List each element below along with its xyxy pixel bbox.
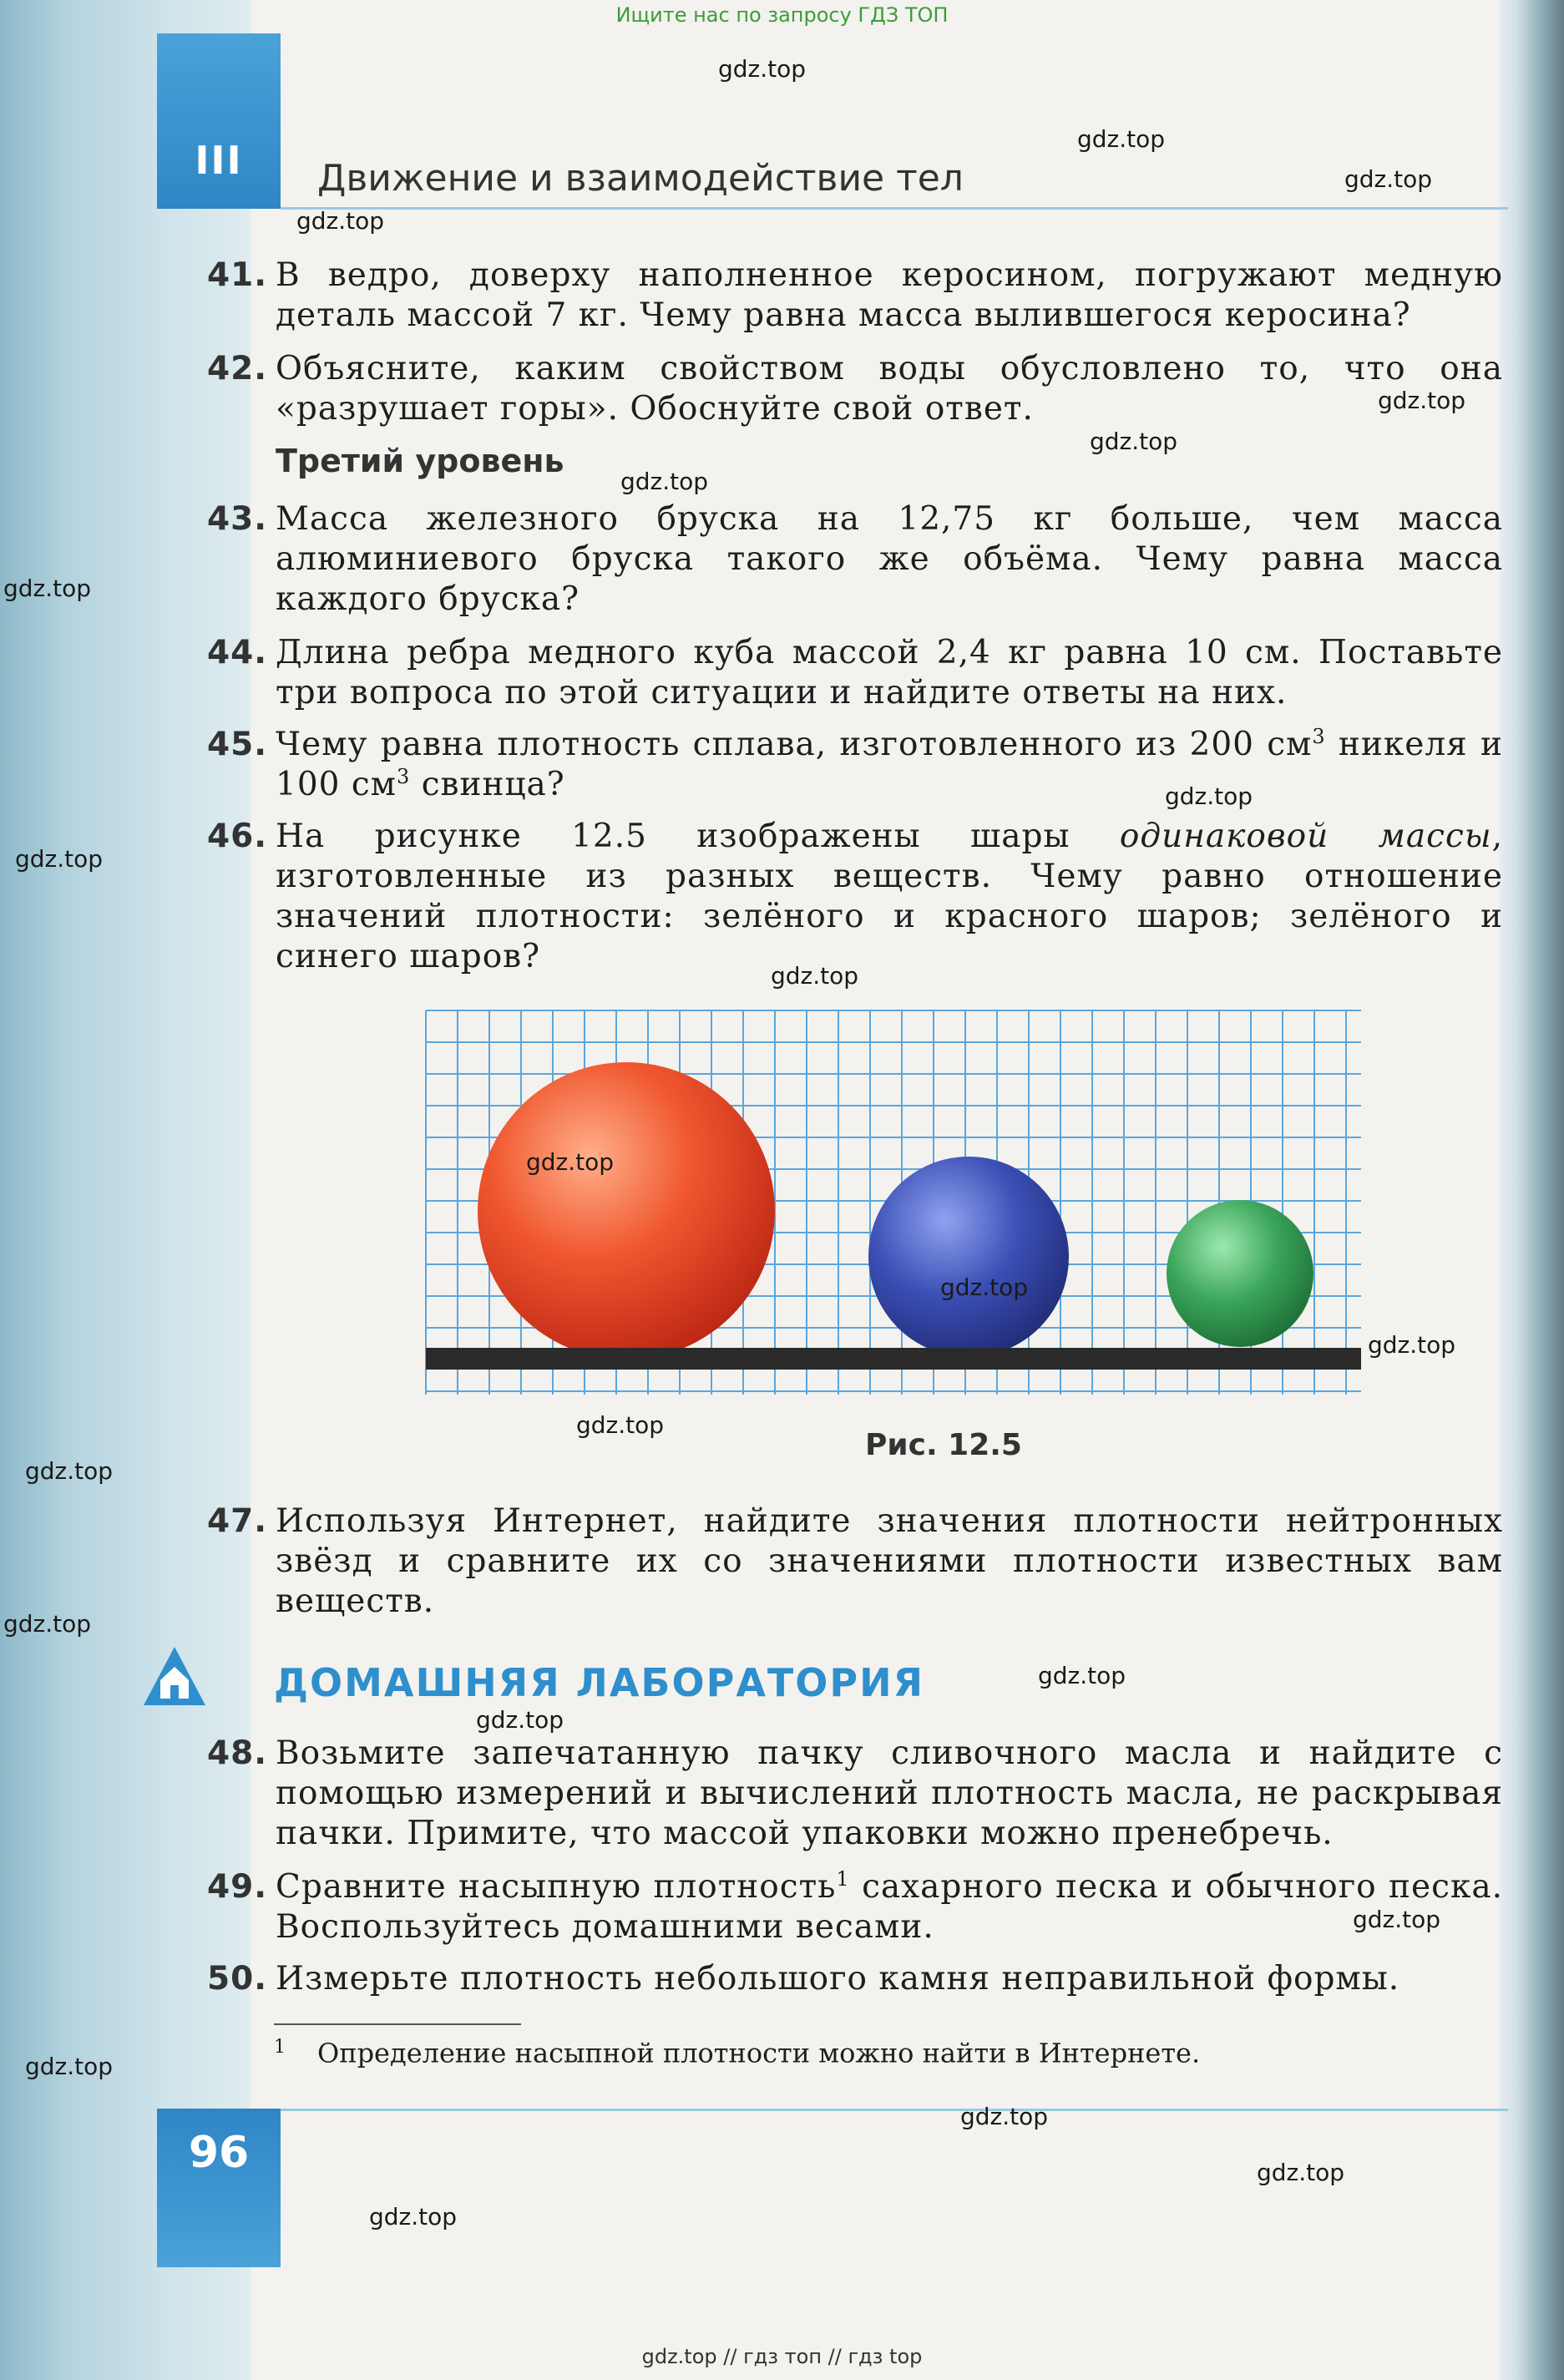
problem-text: Возьмите запечатанную пачку сливочного масла и найдите с помощью измерений и вычислений плотность масла, не раскрывая пачки. Примите, что массой упаковки можно пренебречь. [276, 1734, 1503, 1852]
problem-text: Длина ребра медного куба массой 2,4 кг равна 10 см. Поставьте три вопроса по этой ситуации и найдите ответы на них. [276, 634, 1503, 711]
section-heading-third-level: Третий уровень [276, 443, 564, 479]
bottom-note: gdz.top // гдз топ // гдз top [641, 2345, 923, 2368]
watermark: gdz.top [940, 1274, 1029, 1301]
problem-45 [207, 725, 1504, 805]
watermark: gdz.top [1038, 1662, 1126, 1689]
footnote-mark: 1 [836, 1867, 850, 1891]
problem-number: 43. [207, 500, 268, 538]
floor-bar [426, 1348, 1361, 1370]
problem-italic: одинаковой массы [1119, 818, 1492, 855]
problem-text: Используя Интернет, найдите значения плотности нейтронных звёзд и сравните их со значениями плотности известных вам веществ. [276, 1502, 1503, 1620]
watermark: gdz.top [960, 2103, 1049, 2130]
problem-text-b: никеля и 100 см [276, 726, 1504, 803]
top-search-note[interactable]: Ищите нас по запросу ГДЗ ТОП [615, 3, 949, 27]
spine-shadow [1516, 0, 1564, 2380]
watermark: gdz.top [1378, 387, 1466, 414]
problem-49 [207, 1867, 1503, 1947]
watermark: gdz.top [1368, 1331, 1456, 1359]
red-ball [478, 1062, 775, 1360]
watermark: gdz.top [1077, 125, 1166, 153]
problem-text-c: свинца? [410, 766, 565, 803]
watermark: gdz.top [1353, 1906, 1441, 1933]
figure-caption: Рис. 12.5 [865, 1428, 1022, 1462]
superscript: 3 [397, 765, 411, 788]
watermark: gdz.top [1165, 782, 1253, 810]
problem-41 [207, 256, 1503, 336]
watermark: gdz.top [526, 1148, 615, 1176]
problem-number: 48. [207, 1734, 268, 1772]
problem-number: 44. [207, 634, 268, 671]
watermark: gdz.top [771, 962, 859, 990]
watermark: gdz.top [1090, 428, 1178, 455]
watermark: gdz.top [3, 575, 92, 602]
problem-50 [207, 1959, 1503, 1999]
blue-ball [868, 1157, 1069, 1357]
problem-number: 50. [207, 1960, 268, 1998]
problem-number: 49. [207, 1868, 268, 1906]
watermark: gdz.top [576, 1411, 665, 1439]
chapter-title: Движение и взаимодействие тел [317, 157, 964, 200]
watermark: gdz.top [718, 55, 807, 83]
green-ball [1167, 1200, 1313, 1347]
watermark: gdz.top [296, 207, 385, 235]
header-rule [281, 207, 1508, 210]
watermark: gdz.top [620, 468, 709, 495]
problem-47 [207, 1501, 1503, 1622]
problem-number: 42. [207, 350, 268, 387]
watermark: gdz.top [3, 1610, 92, 1638]
footnote-rule [274, 2023, 521, 2025]
problem-44 [207, 633, 1503, 713]
watermark: gdz.top [369, 2203, 458, 2231]
watermark: gdz.top [15, 845, 104, 873]
watermark: gdz.top [25, 2053, 114, 2080]
problem-text-a: Чему равна плотность сплава, изготовленного из 200 см [276, 726, 1313, 763]
footnote-text: Определение насыпной плотности можно найти в Интернете. [317, 2037, 1201, 2069]
problem-text-b: сахарного песка и обычного песка. Воспользуйтесь домашними весами. [276, 1868, 1503, 1946]
page-number: 96 [188, 2128, 250, 2178]
problem-text: Измерьте плотность небольшого камня неправильной формы. [276, 1960, 1400, 1998]
home-lab-icon [140, 1643, 209, 1709]
problem-number: 45. [207, 726, 268, 763]
problem-text: Масса железного бруска на 12,75 кг больше, чем масса алюминиевого бруска такого же объёма. Чему равна масса каждого бруска? [276, 500, 1503, 618]
problem-text-a: Сравните насыпную плотность [276, 1868, 837, 1906]
problem-text-a: На рисунке 12.5 изображены шары [276, 818, 1120, 855]
problem-text: Объясните, каким свойством воды обусловлено то, что она «разрушает горы». Обоснуйте свой ответ. [276, 350, 1503, 428]
figure-12-5 [418, 1002, 1369, 1420]
watermark: gdz.top [1257, 2159, 1345, 2186]
problem-number: 41. [207, 256, 268, 294]
problem-42 [207, 349, 1503, 429]
superscript: 3 [1312, 725, 1326, 748]
home-lab-heading: ДОМАШНЯЯ ЛАБОРАТОРИЯ [274, 1660, 925, 1705]
problem-46 [207, 817, 1503, 977]
problem-text: В ведро, доверху наполненное керосином, погружают медную деталь массой 7 кг. Чему равна масса вылившегося керосина? [276, 256, 1503, 334]
bottom-rule [281, 2109, 1508, 2111]
chapter-number: III [195, 138, 243, 183]
problem-number: 46. [207, 818, 268, 855]
watermark: gdz.top [1344, 165, 1433, 193]
footnote [274, 2031, 1443, 2070]
problem-text-b: , изготовленные из разных веществ. Чему равно отношение значений плотности: зелёного и красного шаров; зелёного и синего шаров? [276, 818, 1503, 975]
problem-number: 47. [207, 1502, 268, 1540]
watermark: gdz.top [25, 1457, 114, 1485]
problem-43 [207, 499, 1503, 620]
problem-48 [207, 1734, 1503, 1854]
watermark: gdz.top [476, 1706, 564, 1734]
footnote-number: 1 [274, 2037, 286, 2058]
